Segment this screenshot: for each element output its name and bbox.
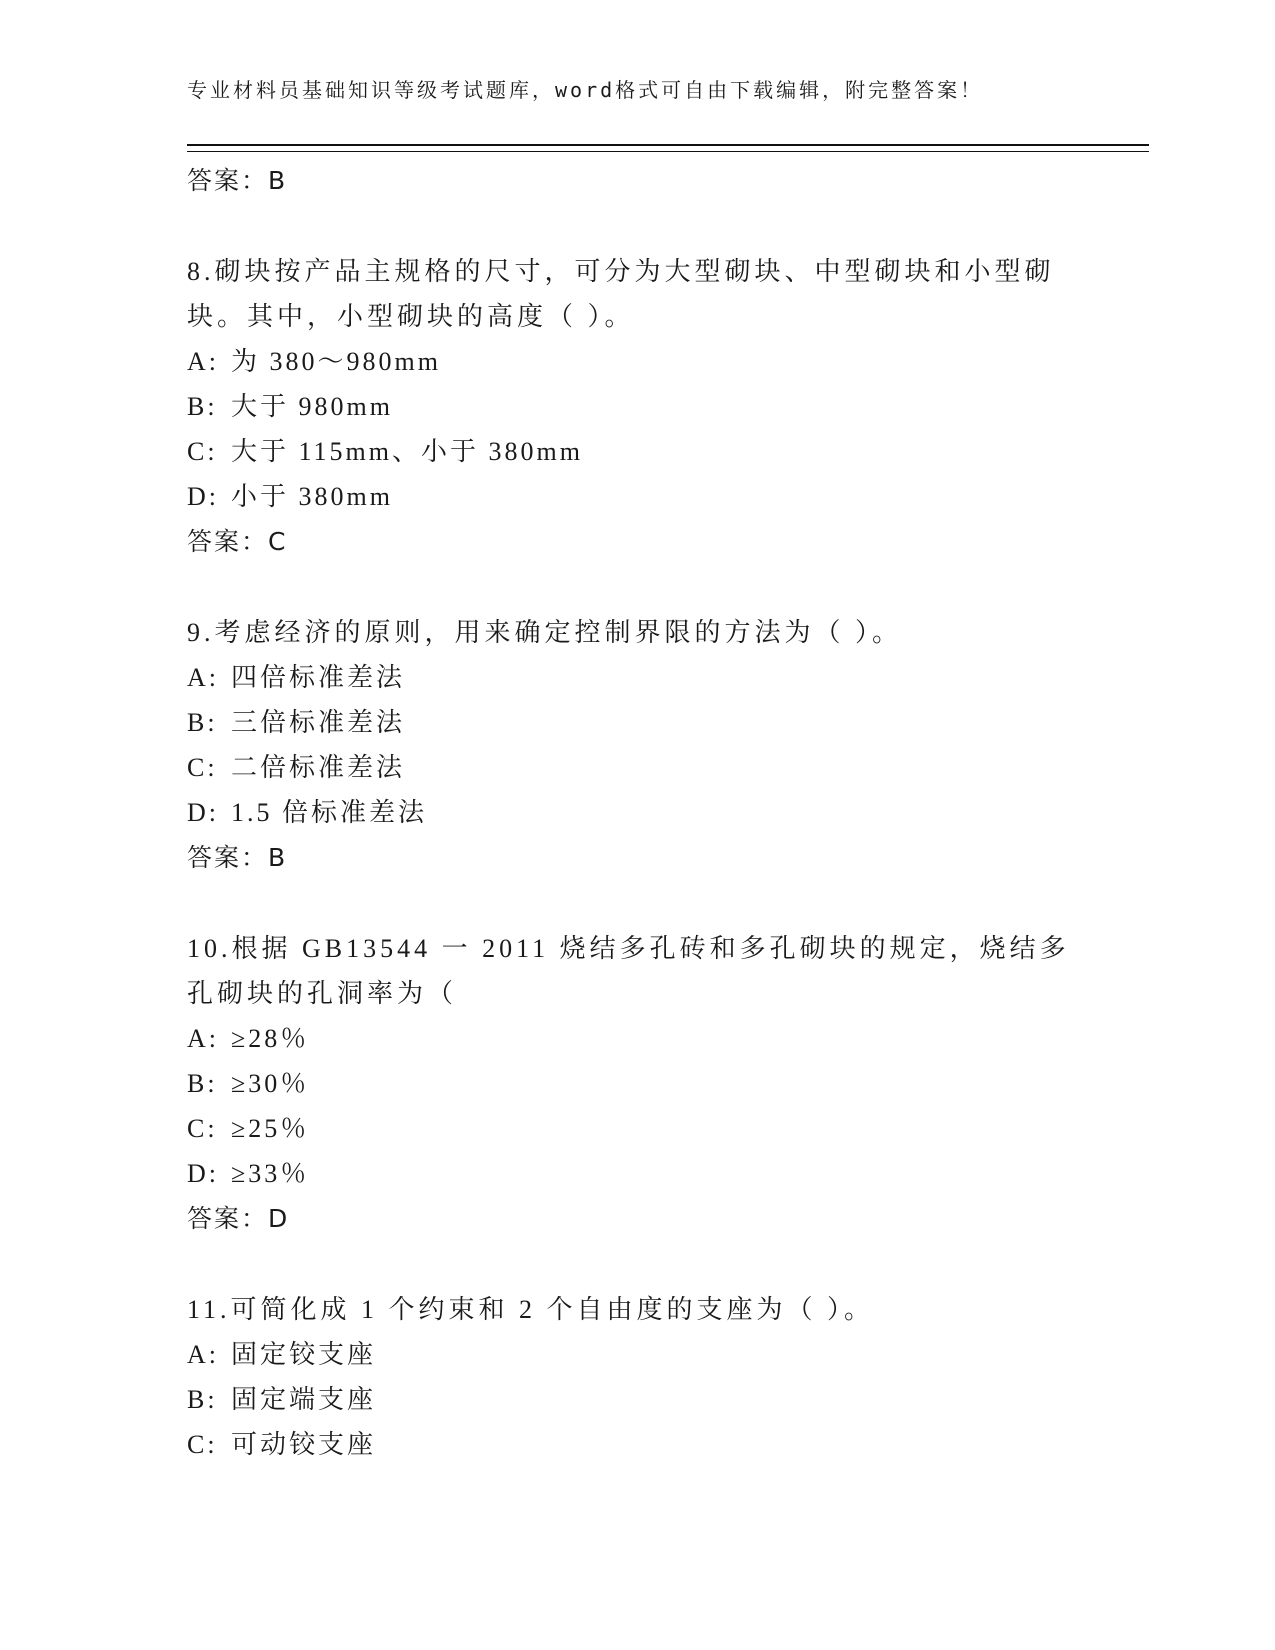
option-c — [187, 1106, 1087, 1151]
question-stem: 9.考虑经济的原则，用来确定控制界限的方法为（ ）。 — [187, 618, 903, 647]
question-10 — [187, 926, 1087, 1241]
option-text: 小于 380mm — [231, 482, 393, 511]
option-a — [187, 339, 1087, 384]
option-key: B: — [187, 708, 218, 737]
option-key: C: — [187, 1114, 218, 1143]
option-c — [187, 429, 1087, 474]
question-stem: 11.可简化成 1 个约束和 2 个自由度的支座为（ ）。 — [187, 1295, 875, 1324]
option-key: A: — [187, 347, 219, 376]
option-key: C: — [187, 437, 218, 466]
answer-previous: 答案：B — [187, 166, 288, 195]
option-d — [187, 790, 1087, 835]
option-text: ≥30％ — [231, 1069, 310, 1098]
option-key: A: — [187, 1024, 219, 1053]
question-9 — [187, 610, 1087, 880]
option-b — [187, 1377, 1087, 1422]
option-text: 大于 115mm、小于 380mm — [231, 437, 583, 466]
option-text: 三倍标准差法 — [231, 708, 406, 737]
option-d — [187, 474, 1087, 519]
question-stem: 8.砌块按产品主规格的尺寸，可分为大型砌块、中型砌块和小型砌块。其中，小型砌块的高度（ ）。 — [187, 257, 1055, 331]
option-text: 四倍标准差法 — [231, 663, 406, 692]
option-text: ≥33％ — [231, 1159, 310, 1188]
option-key: A: — [187, 1340, 219, 1369]
option-key: C: — [187, 753, 218, 782]
option-text: 为 380～980mm — [231, 347, 441, 376]
option-key: C: — [187, 1430, 218, 1459]
question-11 — [187, 1287, 1087, 1467]
option-key: D: — [187, 798, 219, 827]
option-text: ≥28％ — [231, 1024, 310, 1053]
option-a — [187, 655, 1087, 700]
option-text: 1.5 倍标准差法 — [231, 798, 428, 827]
option-a — [187, 1332, 1087, 1377]
option-key: D: — [187, 1159, 219, 1188]
question-stem: 10.根据 GB13544 一 2011 烧结多孔砖和多孔砌块的规定，烧结多孔砌块的孔洞率为（ — [187, 934, 1070, 1008]
option-b — [187, 384, 1087, 429]
option-key: A: — [187, 663, 219, 692]
option-a — [187, 1016, 1087, 1061]
option-text: 大于 980mm — [231, 392, 393, 421]
option-text: 固定铰支座 — [231, 1340, 377, 1369]
answer-8: 答案：C — [187, 527, 288, 556]
header-divider — [187, 144, 1149, 152]
option-key: B: — [187, 392, 218, 421]
question-8 — [187, 249, 1087, 564]
option-key: B: — [187, 1069, 218, 1098]
option-text: 固定端支座 — [231, 1385, 377, 1414]
option-c — [187, 745, 1087, 790]
option-text: 二倍标准差法 — [231, 753, 406, 782]
option-b — [187, 1061, 1087, 1106]
option-key: B: — [187, 1385, 218, 1414]
option-text: ≥25％ — [231, 1114, 310, 1143]
option-key: D: — [187, 482, 219, 511]
page-header: 专业材料员基础知识等级考试题库，word格式可自由下载编辑，附完整答案！ — [187, 78, 984, 102]
option-b — [187, 700, 1087, 745]
option-d — [187, 1151, 1087, 1196]
answer-9: 答案：B — [187, 843, 288, 872]
question-list — [187, 158, 1087, 1467]
option-text: 可动铰支座 — [231, 1430, 377, 1459]
answer-10: 答案：D — [187, 1204, 290, 1233]
option-c — [187, 1422, 1087, 1467]
